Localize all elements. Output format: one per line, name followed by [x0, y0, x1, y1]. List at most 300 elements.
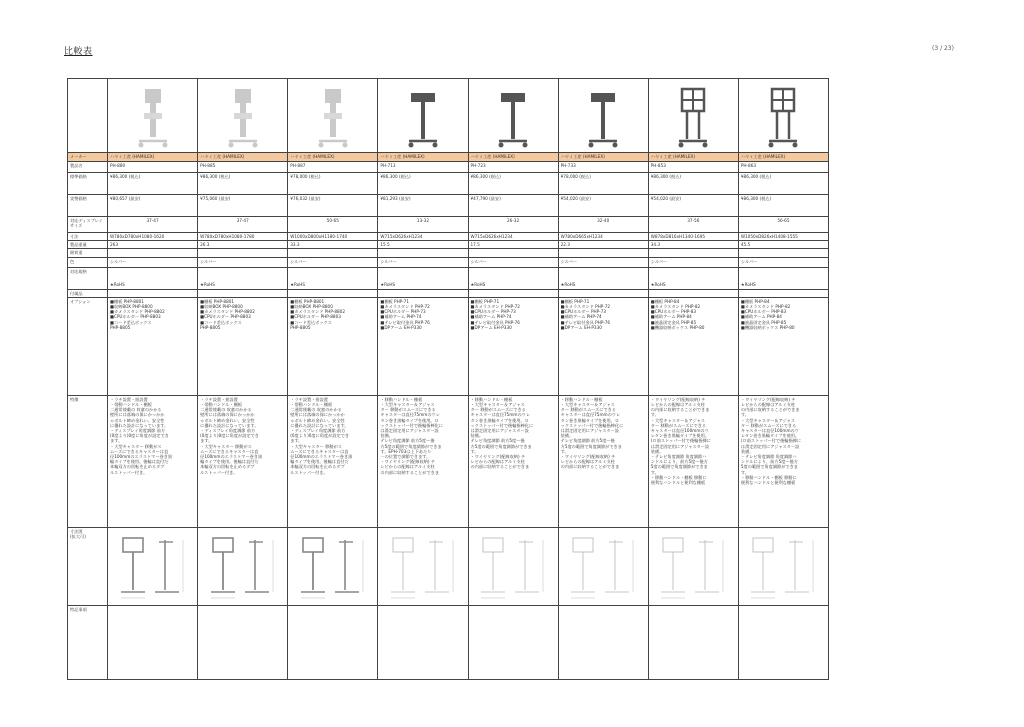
feature-line: キャスターは直径100mmのウ [650, 428, 709, 434]
photo-cell [648, 79, 738, 153]
feature-line: ックストッパー付で後輪指棒化に [560, 422, 624, 428]
feature-line: ゃボルト締め金れい。安全性 [110, 417, 165, 423]
cell-options [468, 297, 558, 395]
row-dimensions [68, 233, 829, 241]
cell-load [468, 249, 558, 257]
option-item: ■CPUホルダー PHP-8803 [290, 314, 341, 320]
feature-line: す。 [650, 412, 659, 418]
cell-display-size: 37-47 [108, 217, 198, 233]
photo-cell [198, 79, 288, 153]
row-label-options: オプション [68, 297, 108, 395]
feature-line: ・帯動ハンドル・棚板 [290, 402, 333, 408]
cell-product-name: PH-863 [738, 162, 828, 173]
cell-product-name: PH-713 [378, 162, 468, 173]
cell-notes [468, 605, 558, 679]
feature-line: の内部に収納することができま [560, 464, 620, 470]
feature-line: ます。 [290, 438, 303, 444]
cell-options [378, 297, 468, 395]
row-label-product-name: 製品名 [68, 162, 108, 173]
feature-line: ックストッパー付で後輪指棒化に [380, 422, 444, 428]
feature-line: 5度の範囲で角度調節ができま [650, 464, 708, 470]
feature-line: ・移動ハンドル・棚板 移動に [740, 474, 797, 480]
cell-count [288, 289, 378, 297]
cell-color: シルバー [648, 257, 738, 267]
row-label-load: 耐荷重 [68, 249, 108, 257]
cell-drawing [558, 527, 648, 605]
cell-dimensions: W878xD816xH1340-1695 [648, 233, 738, 241]
feature-line: 輪タイプを使用。後輪は直付だ [200, 459, 259, 465]
cell-load [738, 249, 828, 257]
option-item: ■棚板 PHP-8801 [290, 298, 325, 304]
feature-line: ルストッパー付き。 [290, 469, 328, 475]
option-item: ■コード差込ボックス [200, 319, 242, 325]
feature-line: 装備。 [740, 448, 754, 454]
feature-line: 装備。 [470, 433, 484, 439]
feature-line: は滑走固定用にアジャスター設 [470, 428, 529, 434]
cell-dimensions: W780xD665xH1234 [558, 233, 648, 241]
feature-line: す。 [650, 469, 659, 475]
feature-line: ゃボルト締め金れい。安全性 [200, 417, 255, 423]
row-options [68, 297, 829, 395]
feature-line: ・大型キャスター＆アジャス [470, 402, 525, 408]
cell-color: シルバー [288, 257, 378, 267]
feature-line: は滑走固定用にアジャスター設 [740, 443, 800, 449]
cell-weight: 15.5 [378, 241, 468, 249]
feature-line: ・ラチ設置・揺設置 [110, 396, 148, 402]
cell-count [378, 289, 468, 297]
comparison-table [67, 78, 829, 680]
feature-line: レビからの配線はアルミ支柱 [740, 402, 796, 408]
photo-cell [288, 79, 378, 153]
feature-line: 壁所には落端の保にかっかか [200, 412, 255, 418]
feature-line: レタン巻き黒輪タイプを使用。 [740, 433, 800, 439]
row-label-eco: 対応規格 [68, 267, 108, 289]
option-item: PHP-8805 [290, 324, 311, 330]
cell-features [648, 395, 738, 527]
feature-line: 方5度の範囲で角度調節ができま [560, 443, 622, 449]
option-item: ■カメラスタンド PHP-72 [470, 304, 520, 310]
cell-options [558, 297, 648, 395]
feature-line: す。 [560, 448, 569, 454]
cell-features [198, 395, 288, 527]
feature-line: ター 移動がスムーズにできる [380, 407, 436, 413]
cell-drawing [288, 527, 378, 605]
cell-features [468, 395, 558, 527]
option-item: ■CPUホルダー PHP-73 [380, 309, 426, 315]
row-features [68, 395, 829, 527]
option-item: ■テレビ取付金具 PHP-76 [470, 319, 520, 325]
row-label-color: 色 [68, 257, 108, 267]
cell-eco: ★RoHS [648, 267, 738, 289]
row-label-list-price: 標準価格 [68, 173, 108, 195]
row-display-size [68, 217, 829, 233]
cell-color: シルバー [378, 257, 468, 267]
feature-line: の内部に収納することができま [380, 469, 440, 475]
cell-actual-price: ¥76,032 (最安) [288, 195, 378, 217]
option-item: ■補助アーム PHP-74 [470, 314, 512, 320]
feature-line: ・移動ハンドル・棚板 [560, 396, 603, 402]
option-item: ■収納BOX PHP-8800 [290, 304, 333, 310]
cell-load [198, 249, 288, 257]
dimension-drawing [567, 532, 639, 602]
cell-dimensions: W780xD780xH1080-1620 [108, 233, 198, 241]
cell-display-size: 26-32 [468, 217, 558, 233]
cell-load [648, 249, 738, 257]
option-item: ■DPアーム EH-P330 [470, 324, 512, 330]
product-photo [673, 83, 713, 149]
feature-line: 方5度の範囲で角度調節ができま [380, 443, 442, 449]
option-item: ■棚板 PHP-71 [560, 298, 590, 304]
row-label-actual-price: 実勢価格 [68, 195, 108, 217]
option-item: ■カメラスタンド PHP-72 [380, 304, 430, 310]
dimension-drawing [477, 532, 549, 602]
option-item: ■DPアーム EH-P330 [380, 324, 422, 330]
dimension-drawing [747, 532, 819, 602]
cell-load [288, 249, 378, 257]
cell-actual-price: ¥80,657 (最安) [108, 195, 198, 217]
feature-line: 装備。 [380, 433, 393, 439]
feature-line: レビからの配線はアルミ支柱 [470, 459, 525, 465]
feature-line: は滑走固定用にアジャスター設 [560, 428, 619, 434]
cell-color: シルバー [468, 257, 558, 267]
option-item: PHP-8805 [200, 324, 221, 330]
option-item: ■カメラスタンド PHP-8802 [110, 309, 165, 315]
feature-line: は滑走固定用にアジャスター設 [380, 428, 439, 434]
feature-line: ・ワイヤリング(配線収納) チ [380, 459, 436, 465]
feature-line: ・ディスプレイ角度調節 前方 [200, 428, 256, 434]
row-label-notes: 特記事項 [68, 605, 108, 679]
cell-options [198, 297, 288, 395]
option-item: ■補助アーム PHP-84 [650, 314, 692, 320]
row-label-dimensions: 寸法 [68, 233, 108, 241]
cell-weight: 34.3 [648, 241, 738, 249]
row-label-maker: メーカー [68, 153, 108, 162]
cell-notes [198, 605, 288, 679]
feature-line: 一の位置で調節できます。 [380, 454, 431, 460]
cell-eco: ★RoHS [738, 267, 828, 289]
feature-line: (ロ前ストッパー付で後輪指揮に [740, 438, 802, 444]
feature-line: に優れた設計になっています。 [200, 422, 259, 428]
feature-line: ・ワイヤリング(配線収納) チ [740, 396, 796, 402]
feature-line: 二通常使載の 収童のかかる [110, 407, 162, 413]
row-drawing [68, 527, 829, 605]
option-item: ■棚板 PHP-84 [650, 298, 680, 304]
cell-weight: 22.3 [558, 241, 648, 249]
feature-line: タン巻き黒輪タイプを使用。ロ [470, 417, 529, 423]
dimension-drawing [387, 532, 459, 602]
feature-line: ・大型キャスター＆アジャス [560, 402, 615, 408]
cell-dimensions: W1000xD800xH1180-1740 [288, 233, 378, 241]
photo-cell [378, 79, 468, 153]
option-item: ■機器収納ボックス PHP-80 [740, 324, 795, 330]
feature-line: ムーズにできるキャスターは直 [290, 448, 349, 454]
page-title: 比較表 [64, 47, 93, 57]
option-item: ■CPUホルダー PHP-83 [740, 309, 787, 315]
feature-line: (ロ前ストッパー付で後輪指揮に [650, 438, 711, 444]
cell-product-name: PH-880 [108, 162, 198, 173]
feature-line: 5度の範囲で角度調節ができま [740, 464, 798, 470]
feature-line: 径100mmのエラストマー巻き黒 [110, 454, 173, 460]
feature-line: 二通常使載の 収童のかかる [200, 407, 252, 413]
cell-eco: ★RoHS [288, 267, 378, 289]
feature-line: キャスターは直径75mmのウレ [560, 412, 621, 418]
cell-maker: ハヤミ工産 (HAMILEX) [198, 153, 288, 162]
feature-line: 壁所には落端の保にかっかか [110, 412, 165, 418]
cell-eco: ★RoHS [558, 267, 648, 289]
cell-maker: ハヤミ工産 (HAMILEX) [738, 153, 828, 162]
feature-line: ます。 [200, 438, 213, 444]
feature-line: キャスターは直径75mmのウレ [380, 412, 440, 418]
row-eco [68, 267, 829, 289]
cell-dimensions: W1050xD826xH1408-1555 [738, 233, 828, 241]
feature-line: ター 移動がスムーズにできる [650, 422, 707, 428]
row-weight [68, 241, 829, 249]
cell-display-size: 50-65 [288, 217, 378, 233]
option-item: ■補助アーム PHP-84 [740, 314, 782, 320]
cell-actual-price: ¥81,293 (最安) [378, 195, 468, 217]
feature-line: 壁所には落端の保にかっかか [290, 412, 345, 418]
option-item: ■棚板 PHP-71 [380, 298, 409, 304]
feature-line: ます。 [110, 438, 123, 444]
row-label-blank [68, 79, 108, 153]
feature-line: ・テレビ角度調節 角度調節ハ [740, 454, 797, 460]
option-item: ■棚板 PHP-8801 [200, 298, 235, 304]
option-item: ■CPUホルダー PHP-8803 [110, 314, 161, 320]
product-photo [223, 83, 263, 149]
row-photos [68, 79, 829, 153]
feature-line: 輪タイプを使用。後輪は直付だ [110, 459, 169, 465]
feature-line: ンドルにより、前方5度～後方 [740, 459, 798, 465]
cell-actual-price: ¥47,790 (最安) [468, 195, 558, 217]
cell-maker: ハヤミ工産 (HAMILEX) [108, 153, 198, 162]
feature-line: ムーズにできるキャスターは直 [110, 448, 169, 454]
option-item: ■カメラスタンド PHP-8802 [290, 309, 345, 315]
cell-eco: ★RoHS [198, 267, 288, 289]
cell-weight: 33.3 [288, 241, 378, 249]
row-maker [68, 153, 829, 162]
cell-actual-price: ¥86,300 (税込) [738, 195, 828, 217]
cell-list-price: ¥78,000 (税込) [558, 173, 648, 195]
feature-line: ムーズにできるキャスターは直 [200, 448, 259, 454]
product-photo [403, 83, 443, 149]
cell-drawing [378, 527, 468, 605]
cell-notes [558, 605, 648, 679]
option-item: ■カメラスタンド PHP-82 [650, 304, 701, 310]
feature-line: ・大型キャスター 移動がス [290, 443, 342, 449]
feature-line: テレビ角度調節 前方5度～後 [470, 438, 525, 444]
page-number: (3 / 23) [932, 45, 954, 52]
option-item: ■カメラスタンド PHP-82 [740, 304, 791, 310]
feature-line: ・移動ハンドル・棚板 [470, 396, 513, 402]
cell-notes [108, 605, 198, 679]
row-load [68, 249, 829, 257]
feature-line: (0度より)0度に角度が設定でき [110, 433, 169, 439]
dimension-drawing [207, 532, 279, 602]
cell-count [738, 289, 828, 297]
cell-maker: ハヤミ工産 (HAMILEX) [648, 153, 738, 162]
cell-product-name: PH-723 [468, 162, 558, 173]
option-item: ■CPUホルダー PHP-83 [650, 309, 697, 315]
feature-line: 二通常使載の 収童のかかる [290, 407, 342, 413]
cell-options [108, 297, 198, 395]
row-count [68, 289, 829, 297]
cell-weight: 17.5 [468, 241, 558, 249]
cell-notes [378, 605, 468, 679]
photo-cell [468, 79, 558, 153]
cell-drawing [468, 527, 558, 605]
cell-product-name: PH-853 [648, 162, 738, 173]
feature-line: タン巻き黒輪タイプを使用。ロ [380, 417, 439, 423]
option-item: ■テレビ取付金具 PHP-76 [560, 319, 611, 325]
feature-line: に優れた設計になっています。 [290, 422, 349, 428]
cell-maker: ハヤミ工産 (HAMILEX) [288, 153, 378, 162]
feature-line: ター 移動がスムーズにできる [470, 407, 526, 413]
cell-display-size: 37-56 [648, 217, 738, 233]
product-photo [133, 83, 173, 149]
product-photo [493, 83, 533, 149]
option-item: ■液晶固定金具 PHP-85 [650, 319, 697, 325]
feature-line: ・移動ハンドル・棚板 [380, 396, 423, 402]
option-item: ■補助アーム PHP-74 [380, 314, 422, 320]
feature-line: 本輪双方の回転を止めるダブ [290, 464, 345, 470]
feature-line: 径100mmのエラストマー巻き黒 [290, 454, 353, 460]
cell-actual-price: ¥54,020 (最安) [558, 195, 648, 217]
option-item: ■カメラスタンド PHP-8802 [200, 309, 255, 315]
option-item: ■カメラスタンド PHP-72 [560, 304, 611, 310]
cell-maker: ハヤミ工産 (HAMILEX) [468, 153, 558, 162]
cell-load [108, 249, 198, 257]
photo-cell [738, 79, 828, 153]
photo-cell [558, 79, 648, 153]
feature-line: 輪タイプを使用。後輪は直付だ [290, 459, 349, 465]
cell-load [378, 249, 468, 257]
row-label-drawing: 寸法図 (拡大可) [68, 527, 108, 605]
cell-drawing [648, 527, 738, 605]
option-item: ■棚板 PHP-84 [740, 298, 770, 304]
feature-line: ター 移動がスムーズにできる [560, 407, 616, 413]
cell-list-price: ¥86,300 (税込) [378, 173, 468, 195]
feature-line: の内部に収納することができま [740, 407, 800, 413]
feature-line: ・ラチ設置・揺設置 [200, 396, 238, 402]
cell-notes [738, 605, 828, 679]
feature-line: ・ディスプレイ角度調節 前方 [290, 428, 346, 434]
cell-list-price: ¥78,000 (税込) [288, 173, 378, 195]
cell-count [468, 289, 558, 297]
cell-notes [648, 605, 738, 679]
cell-weight: 45.5 [738, 241, 828, 249]
option-item: ■テレビ取付金具 PHP-76 [380, 319, 430, 325]
photo-cell [108, 79, 198, 153]
feature-line: の内部に収納することができま [470, 464, 530, 470]
feature-line: 便利なハンドルと便利な棚板 [650, 480, 706, 486]
cell-color: シルバー [738, 257, 828, 267]
feature-line: ・大型キャスター＆アジャス [650, 417, 705, 423]
feature-line: (0度より)0度に角度が設定でき [200, 433, 259, 439]
feature-line: (0度より)0度に角度が設定でき [290, 433, 350, 439]
feature-line: す。 [470, 448, 479, 454]
feature-line: ・テレビ角度調節 角度調節ハ [650, 454, 707, 460]
cell-product-name: PH-733 [558, 162, 648, 173]
option-item: PHP-8805 [110, 324, 131, 330]
feature-line: ・帯動ハンドル・棚板 [110, 402, 152, 408]
cell-features [558, 395, 648, 527]
cell-display-size: 37-47 [198, 217, 288, 233]
cell-maker: ハヤミ工産 (HAMILEX) [378, 153, 468, 162]
feature-line: ・ワイヤリング(配線収納) チ [470, 454, 526, 460]
feature-line: す。 [740, 469, 749, 475]
cell-list-price: ¥86,300 (税込) [198, 173, 288, 195]
cell-count [558, 289, 648, 297]
row-actual-price [68, 195, 829, 217]
cell-dimensions: W715xD626xH1234 [378, 233, 468, 241]
cell-features [108, 395, 198, 527]
cell-color: シルバー [108, 257, 198, 267]
cell-list-price: ¥86,300 (税込) [648, 173, 738, 195]
option-item: ■CPUホルダー PHP-8803 [200, 314, 251, 320]
feature-line: 装備。 [560, 433, 574, 439]
product-photo [583, 83, 623, 149]
option-item: ■CPUホルダー PHP-73 [470, 309, 516, 315]
option-item: ■収納BOX PHP-8800 [200, 304, 243, 310]
row-label-display-size: 対応ディスプレイサイズ [68, 217, 108, 233]
feature-line: ・ラチ設置・揺設置 [290, 396, 328, 402]
feature-line: す。EPH-703は上下あたり [380, 448, 432, 454]
cell-drawing [198, 527, 288, 605]
feature-line: 本輪双方の回転を止めるダブ [110, 464, 165, 470]
cell-eco: ★RoHS [108, 267, 198, 289]
feature-line: ・大型キャスター 移動がス [110, 443, 162, 449]
cell-display-size: 13-32 [378, 217, 468, 233]
feature-line: す。 [740, 412, 749, 418]
row-label-weight: 製品重量 [68, 241, 108, 249]
option-item: ■液晶固定金具 PHP-85 [740, 319, 787, 325]
option-item: ■CPUホルダー PHP-73 [560, 309, 606, 315]
feature-line: ・帯動ハンドル・棚板 [200, 402, 243, 408]
cell-actual-price: ¥75,060 (最安) [198, 195, 288, 217]
dimension-drawing [117, 532, 189, 602]
cell-eco: ★RoHS [378, 267, 468, 289]
cell-options [738, 297, 828, 395]
row-list-price [68, 173, 829, 195]
cell-display-size: 32-40 [558, 217, 648, 233]
option-item: ■DPアーム EH-P330 [560, 324, 602, 330]
feature-line: 装備。 [650, 448, 664, 454]
feature-line: ルストッパー付き。 [110, 469, 148, 475]
feature-line: ・ディスプレイ角度調節 前方 [110, 428, 166, 434]
feature-line: に優れた設計になっています。 [110, 422, 169, 428]
feature-line: 本輪双方の回転を止めるダブ [200, 464, 255, 470]
option-item: ■棚板 PHP-71 [470, 298, 500, 304]
feature-line: 径100mmのエラストマー巻き黒 [200, 454, 263, 460]
cell-count [108, 289, 198, 297]
option-item: ■収納BOX PHP-8800 [110, 304, 153, 310]
cell-options [648, 297, 738, 395]
feature-line: レビからの配線はアルミ支柱 [560, 459, 615, 465]
cell-notes [288, 605, 378, 679]
feature-line: ター 移動がスムーズにできる [740, 422, 797, 428]
row-label-features: 特徴 [68, 395, 108, 527]
cell-maker: ハヤミ工産 (HAMILEX) [558, 153, 648, 162]
feature-line: タン巻き黒輪タイプを使用。ロ [560, 417, 620, 423]
feature-line: キャスターは直径100mmのウ [740, 428, 799, 434]
product-photo [763, 83, 803, 149]
cell-dimensions: W715xD626xH1234 [468, 233, 558, 241]
cell-list-price: ¥86,300 (税込) [738, 173, 828, 195]
feature-line: ・大型キャスター 移動がス [200, 443, 252, 449]
cell-weight: 263 [108, 241, 198, 249]
feature-line: レタン巻き黒輪タイプを使用。 [650, 433, 709, 439]
feature-line: テレビ角度調節 前方5度～後 [560, 438, 615, 444]
